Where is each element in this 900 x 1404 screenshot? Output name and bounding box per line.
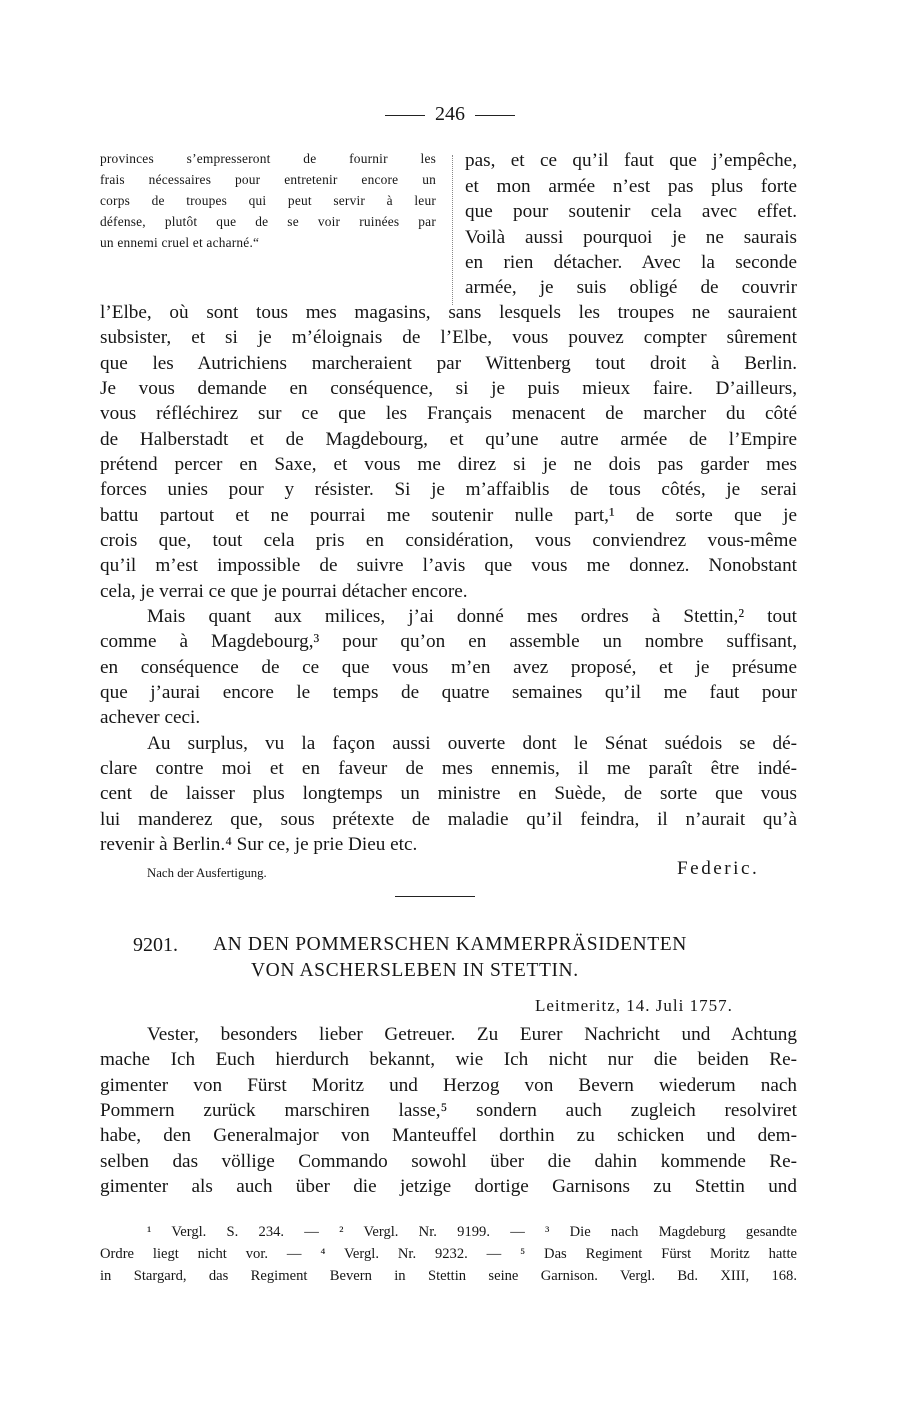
page-number-header [0, 103, 900, 126]
header-dash-right [475, 115, 515, 116]
right-column-line: armée, je suis obligé de couvrir [465, 277, 797, 298]
body-line: cela, je verrai ce que je pourrai détacher encore. [100, 581, 468, 602]
body-line: vous réfléchirez sur ce que les Français menacent de marcher du côté [100, 403, 797, 424]
body-line: Mais quant aux milices, j’ai donné mes ordres à Stettin,² tout [147, 606, 797, 627]
body-line: que les Autrichiens marcheraient par Wittenberg tout droit à Berlin. [100, 353, 797, 374]
german-line: gimenter von Fürst Moritz und Herzog von Bevern wiederum nach [100, 1075, 797, 1096]
place-date: Leitmeritz, 14. Juli 1757. [535, 996, 733, 1015]
german-line: mache Ich Euch hierdurch bekannt, wie Ich nicht nur die beiden Re- [100, 1049, 797, 1070]
right-column-line: Voilà aussi pourquoi je ne saurais [465, 227, 797, 248]
footnote-line: Ordre liegt nicht vor. — ⁴ Vergl. Nr. 9232. — ⁵ Das Regiment Fürst Moritz hatte [100, 1246, 797, 1262]
body-line: qu’il m’est impossible de suivre l’avis que vous me donnez. Nonobstant [100, 555, 797, 576]
right-column-line: en rien détacher. Avec la seconde [465, 252, 797, 273]
body-line: subsister, et si je m’éloignais de l’Elbe, vous pouvez compter sûrement [100, 327, 797, 348]
body-line: revenir à Berlin.⁴ Sur ce, je prie Dieu etc. [100, 834, 418, 855]
page-number: 246 [435, 103, 465, 125]
body-line: cent de laisser plus longtemps un ministre en Suède, de sorte que vous [100, 783, 797, 804]
column-divider [452, 155, 453, 305]
section-divider [395, 896, 475, 897]
body-line: prétend percer en Saxe, et vous me direz si je ne dois pas garder mes [100, 454, 797, 475]
footnote-line: in Stargard, das Regiment Bevern in Stettin seine Garnison. Vergl. Bd. XIII, 168. [100, 1268, 797, 1284]
note-line: corps de troupes qui peut servir à leur [100, 193, 436, 208]
body-line: comme à Magdebourg,³ pour qu’on en assemble un nombre suffisant, [100, 631, 797, 652]
right-column-line: et mon armée n’est pas plus forte [465, 176, 797, 197]
note-line: provinces s’empresseront de fournir les [100, 151, 436, 166]
right-column-line: pas, et ce qu’il faut que j’empêche, [465, 150, 797, 171]
document-heading-continued: VON ASCHERSLEBEN IN STETTIN. [251, 960, 579, 981]
body-line: Je vous demande en conséquence, si je puis mieux faire. D’ailleurs, [100, 378, 797, 399]
body-line: battu partout et ne pourrai me soutenir nulle part,¹ de sorte que je [100, 505, 797, 526]
body-line: crois que, tout cela pris en considération, vous conviendrez vous-même [100, 530, 797, 551]
german-line: Pommern zurück marschiren lasse,⁵ sondern auch zugleich resolviret [100, 1100, 797, 1121]
body-line: de Halberstadt et de Magdebourg, et qu’une autre armée de l’Empire [100, 429, 797, 450]
body-line: en conséquence de ce que vous m’en avez proposé, et je présume [100, 657, 797, 678]
body-line: que j’aurai encore le temps de quatre semaines qu’il me faut pour [100, 682, 797, 703]
german-line: Vester, besonders lieber Getreuer. Zu Eurer Nachricht und Achtung [147, 1024, 797, 1045]
body-line: l’Elbe, où sont tous mes magasins, sans lesquels les troupes ne sauraient [100, 302, 797, 323]
body-line: achever ceci. [100, 707, 201, 728]
source-note: Nach der Ausfertigung. [147, 866, 267, 880]
document-number: 9201. [133, 934, 178, 956]
document-heading: AN DEN POMMERSCHEN KAMMERPRÄSIDENTEN [213, 934, 687, 955]
german-line: selben das völlige Commando sowohl über die dahin kommende Re- [100, 1151, 797, 1172]
note-line: défense, plutôt que de se voir ruinées par [100, 214, 436, 229]
body-line: lui manderez que, sous prétexte de maladie qu’il feindra, il n’aurait qu’à [100, 809, 797, 830]
body-line: forces unies pour y résister. Si je m’affaiblis de tous côtés, je serai [100, 479, 797, 500]
signature: Federic. [677, 858, 760, 879]
body-line: Au surplus, vu la façon aussi ouverte dont le Sénat suédois se dé- [147, 733, 797, 754]
body-line: clare contre moi et en faveur de mes ennemis, il me paraît être indé- [100, 758, 797, 779]
header-dash-left [385, 115, 425, 116]
german-line: gimenter als auch über die jetzige dortige Garnisons zu Stettin und [100, 1176, 797, 1197]
note-line: un ennemi cruel et acharné.“ [100, 235, 260, 250]
note-line: frais nécessaires pour entretenir encore un [100, 172, 436, 187]
footnote-line: ¹ Vergl. S. 234. — ² Vergl. Nr. 9199. — ³ Die nach Magdeburg gesandte [147, 1224, 797, 1240]
german-line: habe, den Generalmajor von Manteuffel dorthin zu schicken und dem- [100, 1125, 797, 1146]
right-column-line: que pour soutenir cela avec effet. [465, 201, 797, 222]
